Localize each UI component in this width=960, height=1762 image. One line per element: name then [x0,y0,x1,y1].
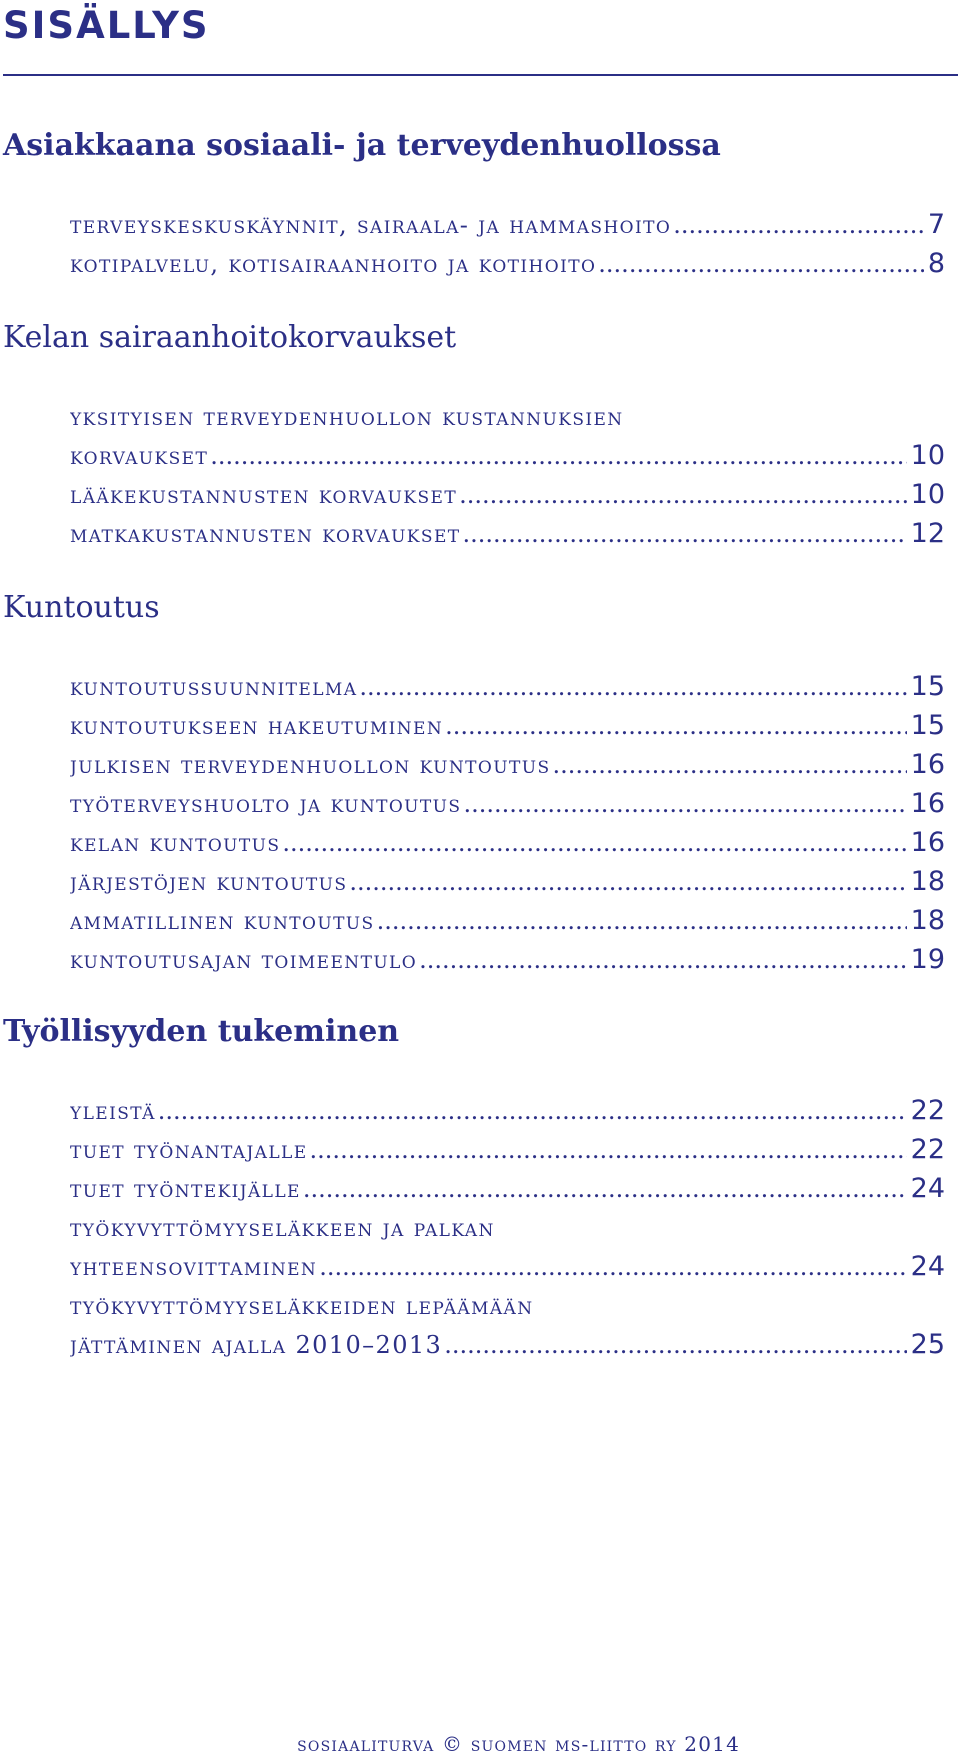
toc-entry[interactable] [70,1247,945,1287]
page-title: SISÄLLYS [3,4,210,47]
section-heading: Kuntoutus [3,590,160,625]
toc-entry[interactable] [70,667,945,707]
dot-leader [319,1247,906,1287]
dot-leader [673,205,924,245]
toc-entry[interactable] [70,823,945,863]
title-divider [3,74,958,76]
toc-entry-page: 10 [910,479,945,510]
toc-entry[interactable] [70,745,945,785]
toc-entry-page: 15 [910,671,945,702]
dot-leader [303,1169,907,1209]
section-heading: Kelan sairaanhoitokorvaukset [3,320,457,355]
toc-entry[interactable] [70,205,945,245]
toc-entry-label: järjestöjen kuntoutus [70,868,348,896]
toc-entry[interactable] [70,862,945,902]
toc-entry-label: kotipalvelu, kotisairaanhoito ja kotihoito [70,250,597,278]
toc-entry-label: jättäminen ajalla 2010–2013 [70,1331,443,1359]
dot-leader [598,244,924,284]
toc-entry-label: kuntoutusajan toimeentulo [70,946,418,974]
toc-entry-label: yhteensovittaminen [70,1253,318,1281]
toc-entry[interactable] [70,1286,945,1326]
toc-entry[interactable] [70,436,945,476]
dot-leader [210,436,906,476]
toc-entry-label: yleistä [70,1097,156,1125]
dot-leader [444,1325,906,1365]
dot-leader [310,1130,907,1170]
toc-entry-page: 10 [910,440,945,471]
dot-leader [419,940,907,980]
toc-entry-page: 12 [910,518,945,549]
section-heading: Työllisyyden tukeminen [3,1014,400,1049]
toc-entry-page: 8 [927,248,945,279]
toc-entry-label: ammatillinen kuntoutus [70,907,375,935]
toc-entry[interactable] [70,940,945,980]
toc-entry-label: työkyvyttömyyseläkkeen ja palkan [70,1214,495,1242]
dot-leader [282,823,906,863]
toc-entry-page: 16 [910,749,945,780]
dot-leader [445,706,907,746]
dot-leader [349,862,906,902]
toc-entry-page: 24 [910,1173,945,1204]
toc-entry-label: terveyskeskuskäynnit, sairaala- ja hammashoito [70,211,672,239]
toc-entry-page: 15 [910,710,945,741]
toc-entry[interactable] [70,1130,945,1170]
toc-entry-label: lääkekustannusten korvaukset [70,481,458,509]
toc-entry-page: 22 [910,1095,945,1126]
toc-entry[interactable] [70,1169,945,1209]
toc-entry[interactable] [70,706,945,746]
dot-leader [459,475,907,515]
dot-leader [553,745,907,785]
toc-entry-page: 25 [910,1329,945,1360]
section-heading: Asiakkaana sosiaali- ja terveydenhuollossa [3,128,721,163]
toc-entry-page: 16 [910,788,945,819]
toc-entry-label: korvaukset [70,442,209,470]
toc-entry-page: 19 [910,944,945,975]
dot-leader [463,784,906,824]
toc-entry[interactable] [70,784,945,824]
toc-entry-page: 22 [910,1134,945,1165]
toc-entry-page: 18 [910,866,945,897]
toc-entry-page: 24 [910,1251,945,1282]
toc-entry[interactable] [70,244,945,284]
toc-entry-label: työterveyshuolto ja kuntoutus [70,790,462,818]
dot-leader [463,514,907,554]
toc-entry[interactable] [70,1325,945,1365]
toc-entry[interactable] [70,1208,945,1248]
toc-entry-label: kuntoutussuunnitelma [70,673,358,701]
toc-entry[interactable] [70,901,945,941]
toc-entry-label: työkyvyttömyyseläkkeiden lepäämään [70,1292,534,1320]
toc-entry-label: kuntoutukseen hakeutuminen [70,712,444,740]
dot-leader [158,1091,907,1131]
page-footer: sosiaaliturva © suomen ms-liitto ry 2014 [297,1732,740,1756]
toc-entry-label: tuet työntekijälle [70,1175,301,1203]
dot-leader [359,667,906,707]
toc-entry-label: julkisen terveydenhuollon kuntoutus [70,751,551,779]
toc-entry-page: 16 [910,827,945,858]
dot-leader [377,901,907,941]
toc-entry-label: tuet työnantajalle [70,1136,308,1164]
toc-entry-label: yksityisen terveydenhuollon kustannuksien [70,403,624,431]
toc-entry[interactable] [70,514,945,554]
toc-entry-page: 18 [910,905,945,936]
toc-entry[interactable] [70,475,945,515]
toc-entry-label: kelan kuntoutus [70,829,281,857]
toc-entry-label: matkakustannusten korvaukset [70,520,461,548]
toc-entry[interactable] [70,397,945,437]
toc-entry[interactable] [70,1091,945,1131]
toc-entry-page: 7 [927,209,945,240]
